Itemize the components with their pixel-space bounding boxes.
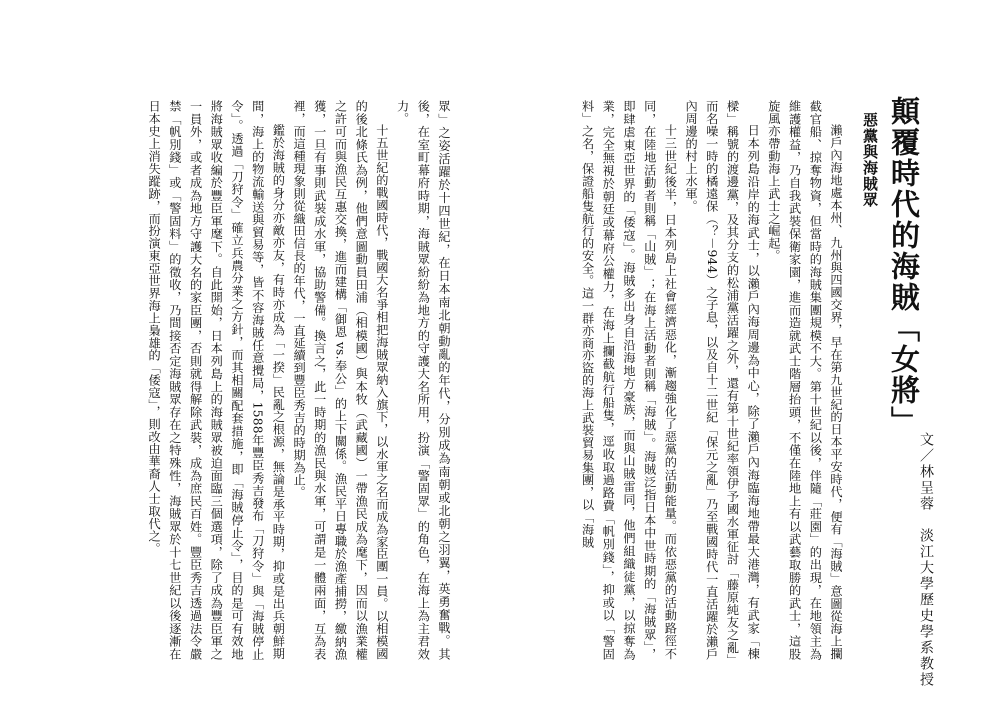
author-byline: 文／林呈蓉 淡江大學歷史學系教授: [918, 432, 934, 688]
paragraph: 十三世紀後半，日本列島上社會經濟惡化，漸趨強化了惡黨的活動能量。而依惡黨的活動路徑不同，在陸地活動者則稱「山賊」；在海上活動者則稱「海賊」。海賊泛指日本中世時期的「海賊眾」，即肆虐東亞世界的「倭寇」。海賊多出身自沿海地方豪族，而與山賊雷同，他們組織徒黨，以掠奪為業，完全無視於朝廷或幕府公權力，在海上攔截航行船隻，逕收取過路費「帆別錢」，抑或以「警固料」之名，保證船隻航行的安全。這一群亦商亦盜的海上武裝貿易集團，以「海賊: [580, 100, 678, 660]
body-text-left-block: [64, 100, 454, 660]
paragraph: 日本列島沿岸的海武士，以瀨戶內海周邊為中心，除了瀨戶內海臨海地帶最大港灣，有武家「棟樑」稱號的渡邊黨，及其分支的松浦黨活躍之外，還有第十世紀率領伊予國水軍征討「藤原純友之亂」而名噪一時的橘遠保（？－944）之子息，以及自十二世紀「保元之亂」乃至戰國時代一直活躍於瀨戶內周邊的村上水軍。: [684, 100, 761, 660]
paragraph: 鑑於海賊的身分亦敵亦友，有時亦成為「一揆」民亂之根源，無論是承平時期，抑或是出兵朝鮮期間，海上的物流輸送與貿易等，皆不容海賊任意攪局，1588年豐臣秀吉發布「刀狩令」與「海賊停止令」。透過「刀狩令」確立兵農分業之方針，而其相關配套措施，即「海賊停止令」，目的是可有效地將海賊眾收編於豐臣軍麾下。自此開始，日本列島上的海賊眾被迫面臨三個選項，除了成為豐臣軍之一員外，或者成為地方守護大名的家臣團，否則就得解除武裝，成為庶民百姓。豐臣秀吉透過法令嚴禁「帆別錢」或「警固料」的徵收，乃間接否定海賊眾存在之特殊性，海賊眾於十七世紀以後逐漸在日本史上消失蹤跡，而扮演東亞世界海上梟雄的「倭寇」，則改由華裔人士取代之。: [147, 100, 286, 660]
paragraph: 眾」之姿活躍於十四世紀，在日本南北朝動亂的年代，分別成為南朝或北朝之羽翼，英勇奮戰。其後，在室町幕府時期，海賊眾紛紛為地方的守護大名所用，扮演「警固眾」的角色，在海上為主君效力。: [395, 100, 451, 660]
section-heading: 惡黨與海賊眾: [861, 112, 879, 208]
body-text-right-block: [580, 100, 846, 660]
paragraph: 十五世紀的戰國時代，戰國大名爭相把海賊眾納入旗下，以水軍之名而成為家臣團一員。以相模國的後北條氏為例，他們意圖動員田浦（相模國）與本牧（武藏國）一帶漁民成為麾下，因而以漁業權之許可而與漁民互惠交換，進而建構「御恩 vs.奉公」的上下關係。漁民平日專職於漁產捕撈，繳納漁獲，一旦有事則武裝成水軍，協助警備。換言之，此一時期的漁民與水軍，可謂是一體兩面，互為表裡，而這種現象則從織田信長的年代，一直延續到豐臣秀吉的時期為止。: [292, 100, 389, 660]
paragraph: 瀨戶內海地處本州、九州與四國交界，早在第九世紀的日本平安時代，便有「海賊」意圖從海上攔截官船、掠奪物資，但當時的海賊集團規模不大。第十世紀以後，伴隨「莊園」的出現，在地領主為維護權益，乃自我武裝保衛家園，進而造就武士階層抬頭，不僅在陸地上有以武藝取勝的武士，這股旋風亦帶動海上武士之崛起。: [766, 100, 843, 660]
article-title: 顛覆時代的海賊「女將」: [887, 96, 921, 437]
